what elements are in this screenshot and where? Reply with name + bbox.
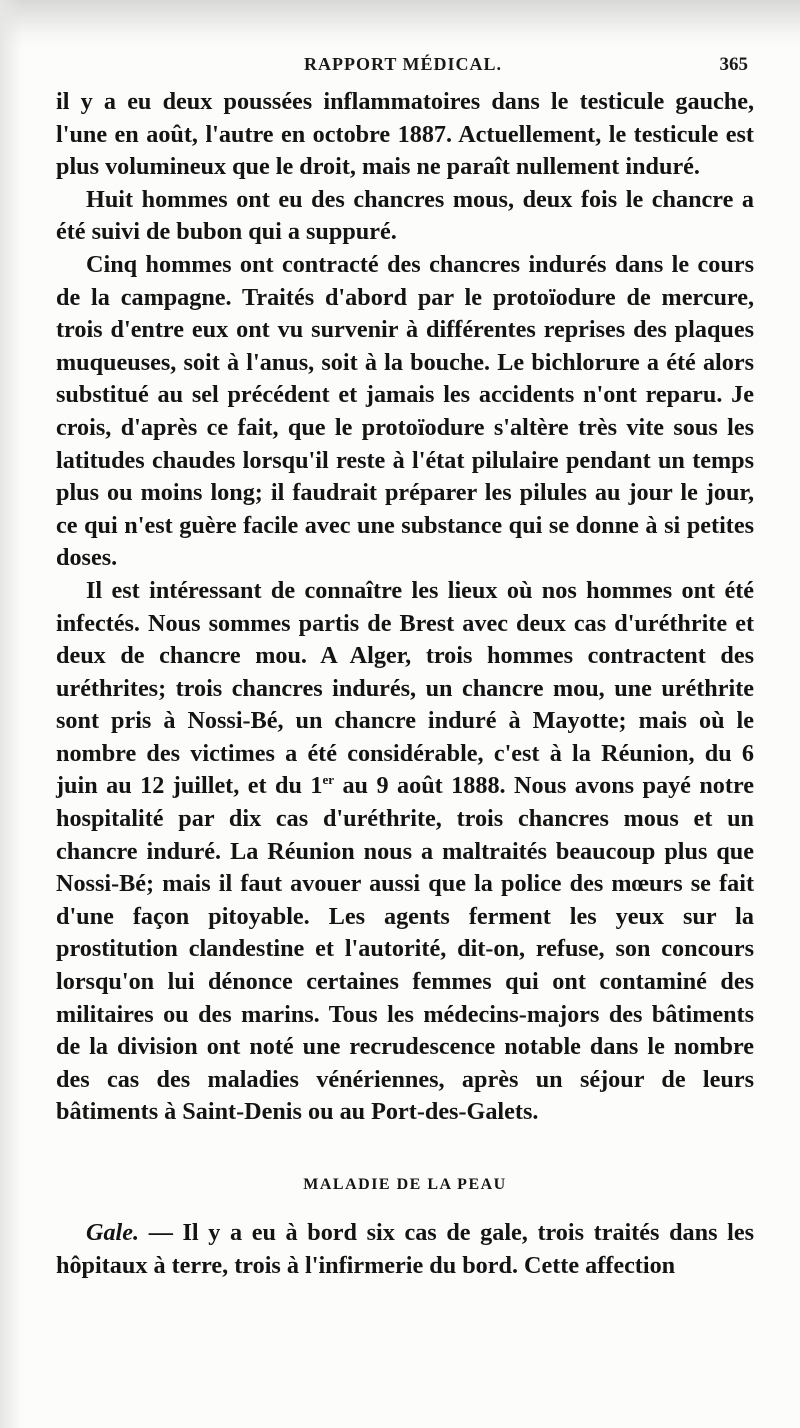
paragraph-scabies xyxy=(56,1217,754,1282)
ordinal-superscript: er xyxy=(322,772,334,788)
scan-edge-shadow xyxy=(0,0,800,48)
paragraph-infection-places xyxy=(56,575,754,1129)
page-number: 365 xyxy=(719,54,748,75)
running-head xyxy=(58,54,748,84)
infection-text-part-2: au 9 août 1888. Nous avons payé notre hospitalité par dix cas d'uréthrite, trois chancres mous et un chancre induré. La Réunion nous a maltraités beaucoup plus que Nossi-Bé; mais il faut avouer aussi que la police des mœurs se fait d'une façon pitoyable. Les agents ferment les yeux sur la prostitution clandestine et l'autorité, dit-on, refuse, son concours lorsqu'on lui dénonce certaines femmes qui ont contaminé des militaires ou des marins. Tous les médecins-majors des bâtiments de la division ont noté une recrudescence notable dans le nombre des cas des maladies vénériennes, après un séjour de leurs bâtiments à Saint-Denis ou au Port-des-Galets. xyxy=(56,772,754,1126)
scabies-text: — Il y a eu à bord six cas de gale, trois traités dans les hôpitaux à terre, trois à l'infirmerie du bord. Cette affection xyxy=(56,1219,754,1279)
paragraph-indurated-chancres: Cinq hommes ont contracté des chancres indurés dans le cours de la campagne. Traités d'abord par le protoïodure de mercure, trois d'entre eux ont vu survenir à différentes reprises des plaques muqueuses, soit à l'anus, soit à la bouche. Le bichlorure a été alors substitué au sel précédent et jamais les accidents n'ont reparu. Je crois, d'après ce fait, que le protoïodure s'altère très vite sous les latitudes chaudes lorsqu'il reste à l'état pilulaire pendant un temps plus ou moins long; il faudrait préparer les pilules au jour le jour, ce qui n'est guère facile avec une substance qui se donne à si petites doses. xyxy=(56,250,754,572)
paragraph-testicle: il y a eu deux poussées inflammatoires dans le testicule gauche, l'une en août, l'autre en octobre 1887. Actuellement, le testicule est plus volumineux que le droit, mais ne paraît nullement induré. xyxy=(56,88,754,181)
paragraph-soft-chancres: Huit hommes ont eu des chancres mous, deux fois le chancre a été suivi de bubon qui a suppuré. xyxy=(56,185,754,246)
section-heading: MALADIE DE LA PEAU xyxy=(303,1176,507,1193)
scabies-term: Gale. xyxy=(86,1219,140,1246)
infection-text-part-1: Il est intéressant de connaître les lieux où nos hommes ont été infectés. Nous sommes partis de Brest avec deux cas d'uréthrite et deux de chancre mou. A Alger, trois hommes contractent des uréthrites; trois chancres indurés, un chancre mou, une uréthrite sont pris à Nossi-Bé, un chancre induré à Mayotte; mais où le nombre des victimes a été considérable, c'est à la Réunion, du 6 juin au 12 juillet, et du 1 xyxy=(56,576,754,800)
body-text xyxy=(56,86,754,1282)
running-title: RAPPORT MÉDICAL. xyxy=(303,54,503,74)
scan-gutter-shadow xyxy=(0,0,22,1428)
